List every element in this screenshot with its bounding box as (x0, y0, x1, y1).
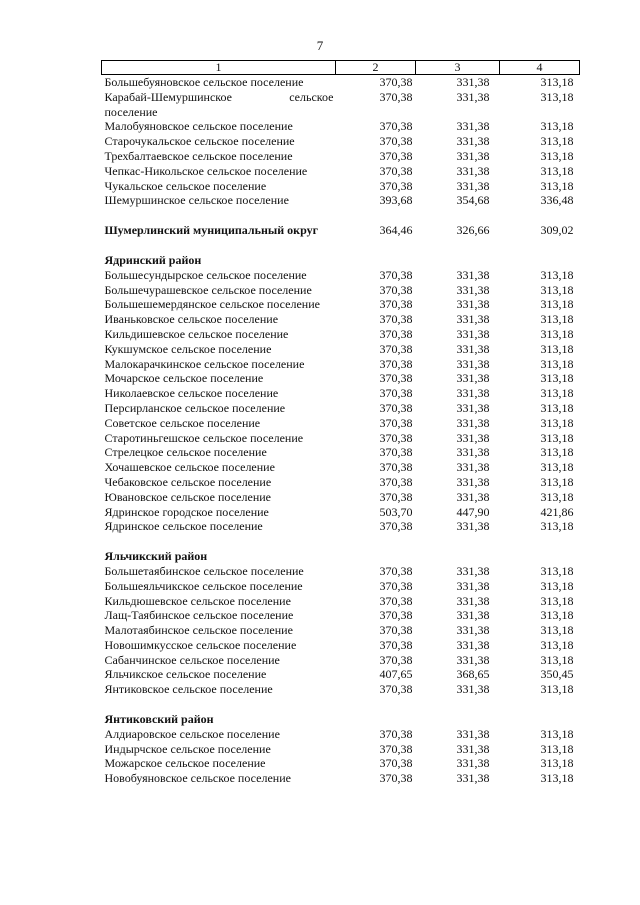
value-col-3: 331,38 (456, 682, 490, 697)
value-col-2: 370,38 (379, 326, 413, 341)
value-col-4: 313,18 (540, 430, 574, 445)
value-col-2: 370,38 (379, 386, 413, 401)
value-col-3: 447,90 (456, 504, 490, 519)
settlement-name: Старотиньгешское сельское поселение (104, 430, 304, 445)
value-col-4: 313,18 (540, 519, 574, 534)
table-row (102, 653, 580, 668)
value-col-3: 331,38 (456, 341, 490, 356)
settlement-name: Ядринское сельское поселение (104, 519, 263, 534)
table-row (102, 564, 580, 579)
settlement-name: Алдиаровское сельское поселение (104, 726, 280, 741)
table-row (102, 431, 580, 446)
table-row (102, 682, 580, 697)
table-row (102, 327, 580, 342)
value-col-4: 313,18 (540, 460, 574, 475)
value-col-2: 370,38 (379, 415, 413, 430)
table-row (102, 460, 580, 475)
table-row (102, 164, 580, 179)
table-row (102, 667, 580, 682)
spacer-row (102, 697, 580, 712)
settlement-name: Кильдюшевское сельское поселение (104, 593, 291, 608)
table-row (102, 75, 580, 90)
settlement-name: Янтиковское сельское поселение (104, 682, 273, 697)
spacer-row (102, 208, 580, 223)
settlement-name: Иваньковское сельское поселение (104, 312, 279, 327)
settlement-name: Трехбалтаевское сельское поселение (104, 148, 293, 163)
settlement-name: Чепкас-Никольское сельское поселение (104, 163, 308, 178)
value-col-4: 313,18 (540, 578, 574, 593)
value-col-3: 331,38 (456, 415, 490, 430)
value-col-2: 370,38 (379, 430, 413, 445)
value-col-4: 313,18 (540, 148, 574, 163)
settlement-name: Карабай-Шемуршинское сельское поселение (104, 89, 334, 119)
value-col-2: 370,38 (379, 282, 413, 297)
value-col-3: 331,38 (456, 148, 490, 163)
value-col-3: 331,38 (456, 741, 490, 756)
value-col-3: 331,38 (456, 652, 490, 667)
subtotal-row (102, 223, 580, 238)
settlement-name: Большетаябинское сельское поселение (104, 563, 304, 578)
table-row (102, 342, 580, 357)
value-col-3: 331,38 (456, 756, 490, 771)
table-row (102, 756, 580, 771)
settlement-name: Лащ-Таябинское сельское поселение (104, 608, 294, 623)
table-row (102, 193, 580, 208)
value-col-4: 313,18 (540, 771, 574, 786)
value-col-3: 331,38 (456, 519, 490, 534)
value-col-2: 370,38 (379, 75, 413, 89)
value-col-2: 370,38 (379, 148, 413, 163)
table-row (102, 371, 580, 386)
value-col-4: 313,18 (540, 652, 574, 667)
table-row (102, 623, 580, 638)
value-col-2: 503,70 (379, 504, 413, 519)
value-col-4: 350,45 (540, 667, 574, 682)
settlement-name: Чукальское сельское поселение (104, 178, 267, 193)
table-row (102, 608, 580, 623)
header-col-4: 4 (500, 61, 580, 75)
settlement-name: Старочукальское сельское поселение (104, 134, 295, 149)
value-col-2: 370,38 (379, 312, 413, 327)
value-col-4: 421,86 (540, 504, 574, 519)
settlement-name: Хочашевское сельское поселение (104, 460, 275, 475)
value-col-3: 331,38 (456, 400, 490, 415)
table-row (102, 475, 580, 490)
value-col-3: 354,68 (456, 193, 490, 208)
settlement-name: Большеяльчикское сельское поселение (104, 578, 303, 593)
value-col-4: 313,18 (540, 445, 574, 460)
district-heading: Янтиковский район (104, 712, 214, 727)
value-col-2: 407,65 (379, 667, 413, 682)
value-col-2: 370,38 (379, 682, 413, 697)
table-row (102, 771, 580, 786)
value-col-4: 313,18 (540, 178, 574, 193)
value-col-2: 370,38 (379, 267, 413, 282)
value-col-3: 331,38 (456, 134, 490, 149)
header-col-1: 1 (102, 61, 336, 75)
settlement-name: Чебаковское сельское поселение (104, 474, 272, 489)
table-row (102, 357, 580, 372)
value-col-4: 313,18 (540, 726, 574, 741)
value-col-2: 370,38 (379, 578, 413, 593)
value-col-4: 313,18 (540, 297, 574, 312)
value-col-3: 331,38 (456, 623, 490, 638)
settlement-name: Новобуяновское сельское поселение (104, 771, 291, 786)
value-col-2: 370,38 (379, 563, 413, 578)
value-col-2: 393,68 (379, 193, 413, 208)
value-col-3: 331,38 (456, 163, 490, 178)
value-col-3: 331,38 (456, 771, 490, 786)
value-col-4: 313,18 (540, 474, 574, 489)
value-col-2: 370,38 (379, 445, 413, 460)
value-col-3: 331,38 (456, 371, 490, 386)
settlement-name: Малобуяновское сельское поселение (104, 119, 293, 134)
value-col-2: 370,38 (379, 178, 413, 193)
table-row (102, 594, 580, 609)
value-col-4: 313,18 (540, 267, 574, 282)
value-col-4: 309,02 (540, 223, 574, 238)
table-row (102, 519, 580, 534)
value-col-2: 370,38 (379, 356, 413, 371)
value-col-4: 313,18 (540, 682, 574, 697)
value-col-3: 331,38 (456, 430, 490, 445)
settlement-name: Ювановское сельское поселение (104, 489, 271, 504)
header-col-3: 3 (416, 61, 500, 75)
table-row (102, 386, 580, 401)
value-col-2: 370,38 (379, 771, 413, 786)
table-row (102, 638, 580, 653)
settlement-name: Шемуршинское сельское поселение (104, 193, 289, 208)
table-header (102, 61, 580, 75)
table-row (102, 149, 580, 164)
value-col-4: 313,18 (540, 756, 574, 771)
value-col-4: 313,18 (540, 89, 574, 104)
spacer-cell (102, 208, 580, 223)
value-col-2: 370,38 (379, 89, 413, 104)
value-col-2: 370,38 (379, 726, 413, 741)
value-col-3: 331,38 (456, 356, 490, 371)
table-row (102, 312, 580, 327)
value-col-3: 331,38 (456, 637, 490, 652)
value-col-2: 370,38 (379, 297, 413, 312)
settlement-name: Можарское сельское поселение (104, 756, 266, 771)
table-body (102, 75, 580, 787)
value-col-4: 313,18 (540, 282, 574, 297)
value-col-3: 331,38 (456, 386, 490, 401)
settlement-name: Советское сельское поселение (104, 415, 261, 430)
value-col-2: 370,38 (379, 489, 413, 504)
settlement-name: Ядринское городское поселение (104, 504, 269, 519)
spacer-cell (102, 697, 580, 712)
district-heading: Яльчикский район (104, 549, 208, 564)
table-row (102, 90, 580, 120)
value-col-4: 313,18 (540, 134, 574, 149)
value-col-2: 370,38 (379, 652, 413, 667)
value-col-3: 331,38 (456, 119, 490, 134)
value-col-3: 331,38 (456, 312, 490, 327)
table-row (102, 179, 580, 194)
table-row (102, 445, 580, 460)
spacer-row (102, 534, 580, 549)
table-row (102, 579, 580, 594)
value-col-3: 331,38 (456, 326, 490, 341)
table-row (102, 490, 580, 505)
value-col-2: 370,38 (379, 623, 413, 638)
value-col-4: 313,18 (540, 163, 574, 178)
settlement-name: Кильдишевское сельское поселение (104, 326, 289, 341)
settlement-name: Стрелецкое сельское поселение (104, 445, 267, 460)
value-col-3: 331,38 (456, 608, 490, 623)
value-col-3: 331,38 (456, 75, 490, 89)
value-col-2: 370,38 (379, 637, 413, 652)
settlement-name: Новошимкусское сельское поселение (104, 637, 297, 652)
value-col-3: 331,38 (456, 445, 490, 460)
table-row (102, 742, 580, 757)
table-row (102, 416, 580, 431)
value-col-4: 313,18 (540, 415, 574, 430)
value-col-2: 370,38 (379, 341, 413, 356)
district-heading: Ядринский район (104, 252, 202, 267)
value-col-2: 370,38 (379, 608, 413, 623)
value-col-3: 331,38 (456, 178, 490, 193)
value-col-4: 313,18 (540, 371, 574, 386)
value-col-3: 331,38 (456, 593, 490, 608)
settlement-name: Малокарачкинское сельское поселение (104, 356, 305, 371)
value-col-3: 331,38 (456, 89, 490, 104)
table-row (102, 283, 580, 298)
value-col-4: 313,18 (540, 400, 574, 415)
settlement-name: Большешемердянское сельское поселение (104, 297, 320, 312)
value-col-3: 331,38 (456, 489, 490, 504)
value-col-3: 331,38 (456, 578, 490, 593)
value-col-3: 331,38 (456, 297, 490, 312)
value-col-3: 368,65 (456, 667, 490, 682)
value-col-3: 331,38 (456, 282, 490, 297)
settlement-name: Большебуяновское сельское поселение (104, 75, 304, 89)
spacer-cell (102, 534, 580, 549)
value-col-3: 331,38 (456, 267, 490, 282)
value-col-2: 370,38 (379, 474, 413, 489)
value-col-2: 370,38 (379, 134, 413, 149)
value-col-4: 313,18 (540, 326, 574, 341)
value-col-4: 313,18 (540, 623, 574, 638)
value-col-4: 313,18 (540, 741, 574, 756)
value-col-2: 370,38 (379, 119, 413, 134)
value-col-2: 370,38 (379, 593, 413, 608)
settlement-name: Кукшумское сельское поселение (104, 341, 272, 356)
table-row (102, 134, 580, 149)
table-row (102, 268, 580, 283)
value-col-2: 364,46 (379, 223, 413, 238)
table-row (102, 401, 580, 416)
table-row (102, 505, 580, 520)
settlement-name: Персирланское сельское поселение (104, 400, 286, 415)
spacer-row (102, 238, 580, 253)
value-col-2: 370,38 (379, 371, 413, 386)
district-heading-row (102, 549, 580, 564)
district-heading-row (102, 253, 580, 268)
table-row (102, 119, 580, 134)
value-col-4: 313,18 (540, 341, 574, 356)
district-heading-row (102, 712, 580, 727)
value-col-3: 331,38 (456, 563, 490, 578)
value-col-4: 313,18 (540, 593, 574, 608)
value-col-3: 331,38 (456, 726, 490, 741)
settlement-name: Сабанчинское сельское поселение (104, 652, 280, 667)
value-col-2: 370,38 (379, 519, 413, 534)
value-col-2: 370,38 (379, 756, 413, 771)
settlement-name: Шумерлинский муниципальный округ (104, 223, 319, 238)
header-col-2: 2 (336, 61, 416, 75)
value-col-4: 336,48 (540, 193, 574, 208)
value-col-2: 370,38 (379, 741, 413, 756)
settlement-name: Николаевское сельское поселение (104, 386, 279, 401)
settlement-name: Большечурашевское сельское поселение (104, 282, 312, 297)
value-col-4: 313,18 (540, 75, 574, 89)
value-col-4: 313,18 (540, 119, 574, 134)
settlement-name: Мочарское сельское поселение (104, 371, 264, 386)
settlement-name: Яльчикское сельское поселение (104, 667, 267, 682)
value-col-2: 370,38 (379, 163, 413, 178)
tariff-table (101, 60, 580, 786)
value-col-4: 313,18 (540, 637, 574, 652)
value-col-4: 313,18 (540, 563, 574, 578)
value-col-4: 313,18 (540, 312, 574, 327)
value-col-4: 313,18 (540, 489, 574, 504)
page-number: 7 (316, 38, 324, 53)
value-col-4: 313,18 (540, 386, 574, 401)
value-col-4: 313,18 (540, 608, 574, 623)
value-col-2: 370,38 (379, 460, 413, 475)
value-col-2: 370,38 (379, 400, 413, 415)
settlement-name: Малотаябинское сельское поселение (104, 623, 293, 638)
value-col-3: 326,66 (456, 223, 490, 238)
table-row (102, 727, 580, 742)
settlement-name: Большесундырское сельское поселение (104, 267, 307, 282)
table-row (102, 297, 580, 312)
value-col-3: 331,38 (456, 460, 490, 475)
spacer-cell (102, 238, 580, 253)
settlement-name: Индырчское сельское поселение (104, 741, 271, 756)
value-col-3: 331,38 (456, 474, 490, 489)
value-col-4: 313,18 (540, 356, 574, 371)
